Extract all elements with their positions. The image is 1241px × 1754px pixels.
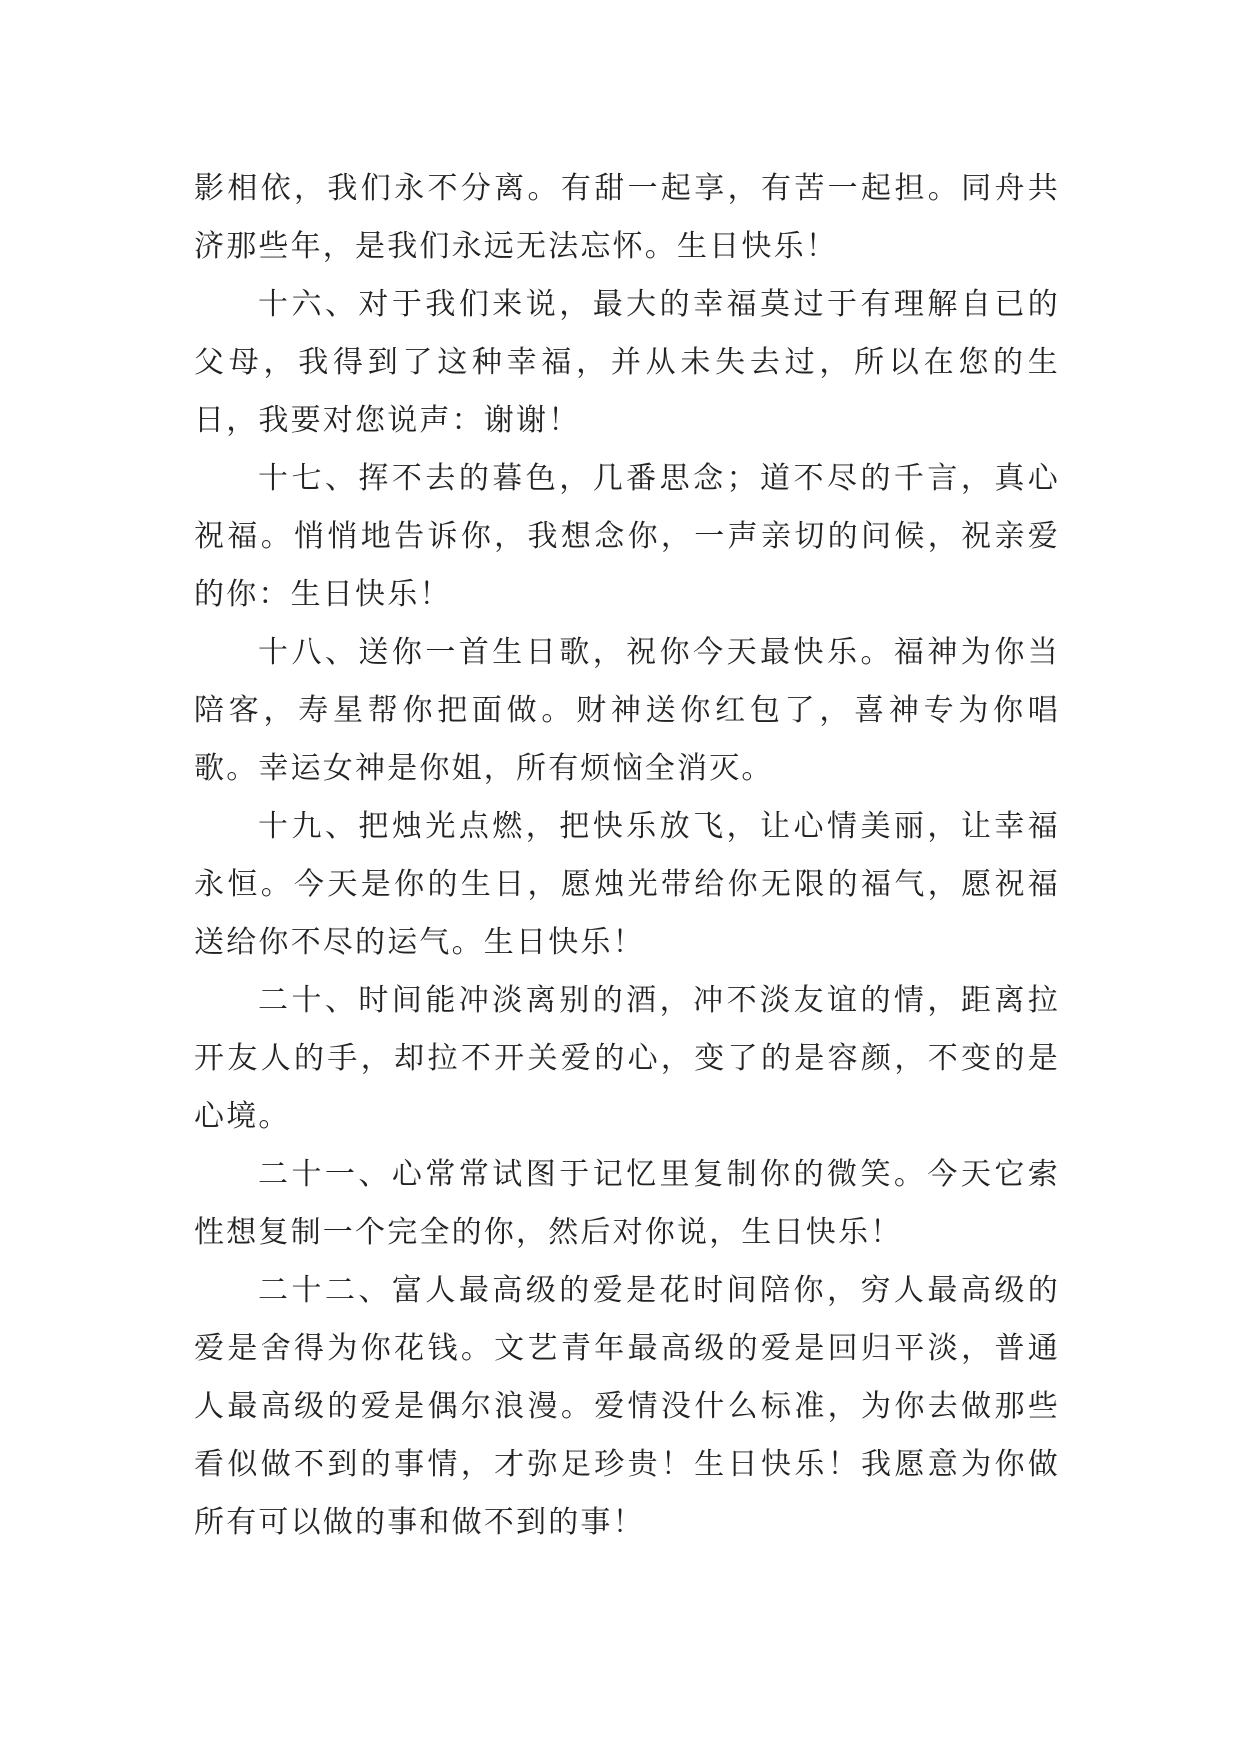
document-body (194, 160, 1060, 1552)
paragraph-continuation: 影相依，我们永不分离。有甜一起享，有苦一起担。同舟共济那些年，是我们永远无法忘怀。生日快乐！ (194, 171, 1060, 264)
paragraph-18: 十八、送你一首生日歌，祝你今天最快乐。福神为你当陪客，寿星帮你把面做。财神送你红包了，喜神专为你唱歌。幸运女神是你姐，所有烦恼全消灭。 (194, 635, 1060, 786)
paragraph-21: 二十一、心常常试图于记忆里复制你的微笑。今天它索性想复制一个完全的你，然后对你说，生日快乐！ (194, 1157, 1060, 1250)
paragraph-19: 十九、把烛光点燃，把快乐放飞，让心情美丽，让幸福永恒。今天是你的生日，愿烛光带给你无限的福气，愿祝福送给你不尽的运气。生日快乐！ (194, 809, 1060, 960)
paragraph-17: 十七、挥不去的暮色，几番思念；道不尽的千言，真心祝福。悄悄地告诉你，我想念你，一声亲切的问候，祝亲爱的你：生日快乐！ (194, 461, 1060, 612)
paragraph-22: 二十二、富人最高级的爱是花时间陪你，穷人最高级的爱是舍得为你花钱。文艺青年最高级的爱是回归平淡，普通人最高级的爱是偶尔浪漫。爱情没什么标准，为你去做那些看似做不到的事情，才弥足珍贵！生日快乐！我愿意为你做所有可以做的事和做不到的事！ (194, 1273, 1060, 1540)
paragraph-20: 二十、时间能冲淡离别的酒，冲不淡友谊的情，距离拉开友人的手，却拉不开关爱的心，变了的是容颜，不变的是心境。 (194, 983, 1060, 1134)
paragraph-16: 十六、对于我们来说，最大的幸福莫过于有理解自已的父母，我得到了这种幸福，并从未失去过，所以在您的生日，我要对您说声：谢谢！ (194, 287, 1060, 438)
